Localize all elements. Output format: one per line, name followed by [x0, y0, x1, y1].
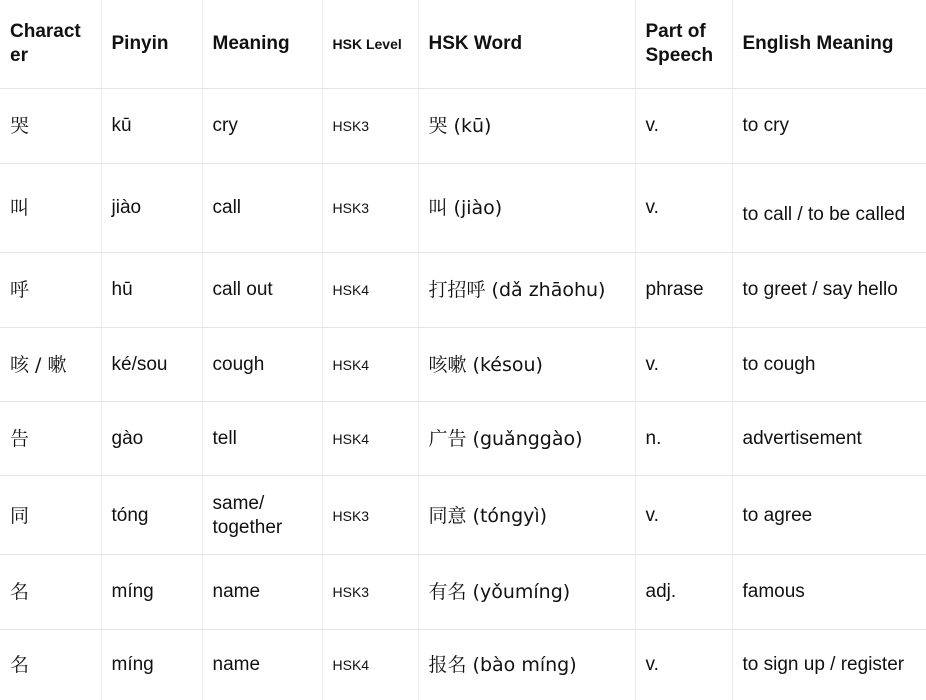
cell-meaning: cry [202, 89, 322, 164]
cell-pinyin: gào [101, 402, 202, 476]
table-row [0, 402, 926, 476]
table-row [0, 555, 926, 630]
cell-part-of-speech: v. [635, 476, 732, 555]
cell-part-of-speech: v. [635, 89, 732, 164]
header-hsk-word: HSK Word [418, 0, 635, 89]
cell-pinyin: míng [101, 630, 202, 700]
table-row [0, 630, 926, 700]
cell-character: 哭 [0, 89, 101, 164]
cell-hsk-level: HSK4 [322, 253, 418, 328]
cell-pinyin: míng [101, 555, 202, 630]
table-row [0, 89, 926, 164]
header-hsk-level: HSK Level [322, 0, 418, 89]
cell-character: 呼 [0, 253, 101, 328]
cell-hsk-word: 叫 (jiào) [418, 164, 635, 253]
header-pinyin: Pinyin [101, 0, 202, 89]
cell-hsk-level: HSK3 [322, 164, 418, 253]
cell-hsk-word: 咳嗽 (késou) [418, 328, 635, 402]
cell-hsk-level: HSK3 [322, 476, 418, 555]
cell-part-of-speech: v. [635, 328, 732, 402]
cell-meaning: name [202, 630, 322, 700]
cell-english-meaning: advertisement [732, 402, 926, 476]
cell-meaning: same/ together [202, 476, 322, 555]
cell-hsk-word: 有名 (yǒumíng) [418, 555, 635, 630]
cell-part-of-speech: v. [635, 630, 732, 700]
cell-character: 名 [0, 630, 101, 700]
cell-hsk-word: 报名 (bào míng) [418, 630, 635, 700]
cell-english-meaning: to cough [732, 328, 926, 402]
cell-character: 名 [0, 555, 101, 630]
cell-hsk-level: HSK4 [322, 328, 418, 402]
cell-english-meaning: famous [732, 555, 926, 630]
table-header [0, 0, 926, 89]
cell-pinyin: tóng [101, 476, 202, 555]
table-row [0, 253, 926, 328]
cell-pinyin: jiào [101, 164, 202, 253]
cell-hsk-word: 广告 (guǎnggào) [418, 402, 635, 476]
cell-pinyin: hū [101, 253, 202, 328]
cell-hsk-word: 打招呼 (dǎ zhāohu) [418, 253, 635, 328]
cell-english-meaning: to greet / say hello [732, 253, 926, 328]
header-part-of-speech: Part of Speech [635, 0, 732, 89]
cell-part-of-speech: v. [635, 164, 732, 253]
cell-english-meaning: to sign up / register [732, 630, 926, 700]
cell-english-meaning: to agree [732, 476, 926, 555]
cell-meaning: tell [202, 402, 322, 476]
cell-part-of-speech: adj. [635, 555, 732, 630]
cell-meaning: name [202, 555, 322, 630]
cell-pinyin: ké/sou [101, 328, 202, 402]
cell-hsk-level: HSK4 [322, 402, 418, 476]
cell-meaning: call out [202, 253, 322, 328]
table-body [0, 89, 926, 700]
cell-meaning: cough [202, 328, 322, 402]
table-row [0, 476, 926, 555]
cell-hsk-word: 哭 (kū) [418, 89, 635, 164]
header-meaning: Meaning [202, 0, 322, 89]
cell-character: 叫 [0, 164, 101, 253]
table-row [0, 164, 926, 253]
header-row [0, 0, 926, 89]
header-character: Character [0, 0, 101, 89]
cell-hsk-level: HSK4 [322, 630, 418, 700]
cell-hsk-level: HSK3 [322, 555, 418, 630]
cell-character: 咳 / 嗽 [0, 328, 101, 402]
table-row [0, 328, 926, 402]
cell-hsk-word: 同意 (tóngyì) [418, 476, 635, 555]
cell-hsk-level: HSK3 [322, 89, 418, 164]
cell-english-meaning: to cry [732, 89, 926, 164]
cell-english-meaning: to call / to be called [732, 164, 926, 253]
cell-part-of-speech: n. [635, 402, 732, 476]
header-english-meaning: English Meaning [732, 0, 926, 89]
cell-character: 告 [0, 402, 101, 476]
cell-meaning: call [202, 164, 322, 253]
cell-character: 同 [0, 476, 101, 555]
cell-part-of-speech: phrase [635, 253, 732, 328]
cell-pinyin: kū [101, 89, 202, 164]
